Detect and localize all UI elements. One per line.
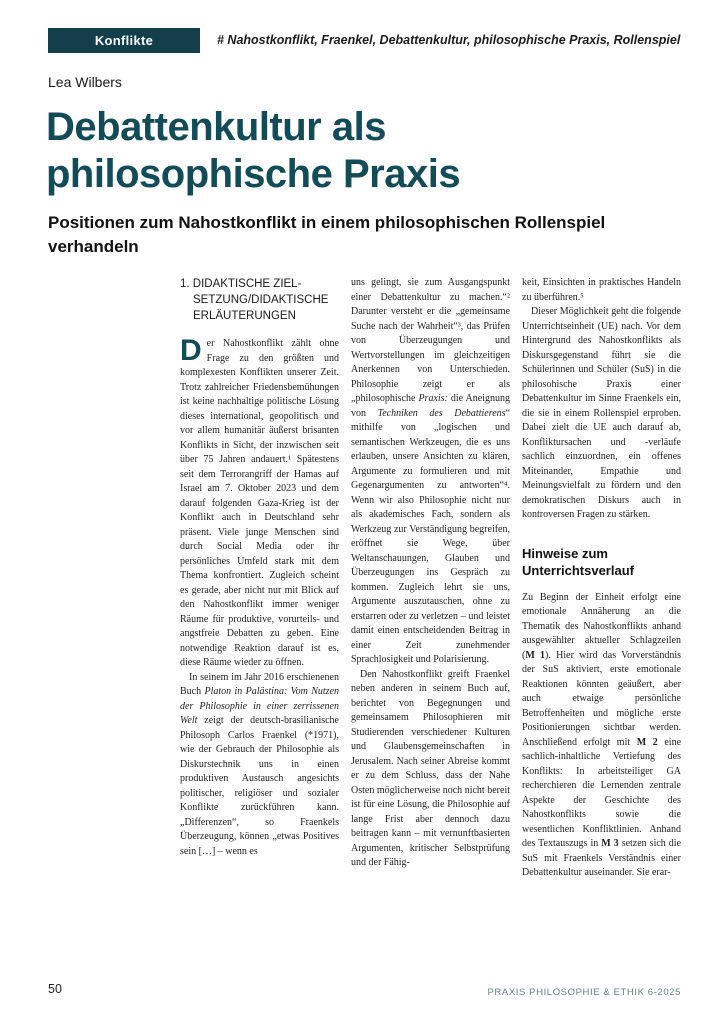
paragraph-intro xyxy=(180,334,339,671)
category-tag-label: Konflikte xyxy=(94,33,154,48)
section-heading-line3: ERLÄUTERUNGEN xyxy=(193,310,296,322)
author-name: Lea Wilbers xyxy=(48,74,122,90)
sub-heading-unterrichtsverlauf: Hinweise zum Unterrichtsverlauf xyxy=(522,545,634,578)
section-heading-line2: SETZUNG/DIDAKTISCHE xyxy=(193,294,329,306)
article-title-line2: philosophische Praxis xyxy=(46,152,461,196)
paragraph-nahostkonflikt-buch: Den Nahostkonflikt greift Fraenkel neben anderen in seinem Buch auf, berichtet von Begegnungen und gemeinsamem Philosophieren mit Studierenden verschiedener Kulturen und Glaubensgemeinschaften in Jerusalem. Nach seiner Abreise kommt er zu dem Schluss, dass der Nahe Osten möglicherweise noch nicht bereit ist für eine Lösung, die Philosophie auf lange Frist aber dennoch dazu beitragen kann – mit vernunftbasierten Argumenten, kritischer Selbstprüfung und der Fähig- xyxy=(351,668,510,868)
page-number: 50 xyxy=(48,982,62,996)
paragraph-unterrichtsverlauf: Zu Beginn der Einheit erfolgt eine emotionale Annäherung an die Thematik des Nahostkonflikts anhand ausgewählter aktueller Schlagzeilen (M 1). Hier wird das Vorverständnis der SuS aktiviert, erste emotionale Reaktionen könnten geäußert, aber auch etwaige persönliche Betroffenheiten und mögliche erste Positionierungen sichtbar werden. Anschließend erfolgt mit M 2 eine sachlich-inhaltliche Vertiefung des Konflikts: In arbeitsteiliger GA recherchieren die Lernenden zentrale Aspekte der Geschichte des Nahostkonflikts sowie die wesentlichen Konfliktlinien. Anhand des Textauszugs in M 3 setzen sich die SuS mit Fraenkels Verständnis einer Debattenkultur auseinander. Sie erar- xyxy=(522,591,681,878)
keyword-hashtags: # Nahostkonflikt, Fraenkel, Debattenkultur, philosophische Praxis, Rollenspiel xyxy=(217,33,681,47)
article-body xyxy=(180,276,681,970)
paragraph-faehigkeit: keit, Einsichten in praktisches Handeln zu überführen.⁵ xyxy=(522,277,681,303)
category-tag-badge xyxy=(48,28,200,53)
drop-cap: D xyxy=(180,334,202,367)
column-2 xyxy=(351,276,510,970)
column-3 xyxy=(522,276,681,970)
paragraph-unterrichtseinheit: Dieser Möglichkeit geht die folgende Unterrichtseinheit (UE) nach. Vor dem Hintergrund des Nahostkonflikts als Diskursgegenstand führt sie die Schülerinnen und Schüler (SuS) in die philosohische Praxis einer Debattenkultur im Sinne Fraenkels ein, die sie in einem Rollenspiel erproben. Dabei zielt die UE auch darauf ab, Konfliktursachen und -verläufe sachlich einzuordnen, ein offenes Miteinander, Empathie und Meinungsvielfalt zu fördern und den demokratischen Diskurs auch in kontroversen Fragen zu stärken. xyxy=(522,306,681,520)
article-subtitle: Positionen zum Nahostkonflikt in einem philosophischen Rollenspiel verhandeln xyxy=(48,213,606,256)
paragraph-intro-text: er Nahostkonflikt zählt ohne Frage zu den größten und komplexesten Konflikten unserer Zeit. Trotz zahlreicher Friedensbemühungen ist keine nachhaltige politische Lösung dieses international, geopolitisch und vor allem humanitär äußerst brisanten Konflikts in Sicht, der inzwischen seit über 75 Jahren andauert.¹ Spätestens seit dem Terrorangriff der Hamas auf Israel am 7. Oktober 2023 und dem darauf folgenden Gaza-Krieg ist der Konflikt auch in Deutschland sehr präsent. Viele junge Menschen sind durch Social Media oder ihr persönliches Umfeld stark mit dem Thema konfrontiert. Zugleich scheint es gerade, aber nicht nur mit Blick auf den Nahostkonflikt immer weniger Räume für produktive, vorurteils- und angstfreie Debatten zu geben. Eine notwendige Reaktion darauf ist es, diese Räume wieder zu öffnen. xyxy=(180,338,339,668)
section-heading-line1: 1. DIDAKTISCHE ZIEL- xyxy=(180,278,302,290)
article-title-line1: Debattenkultur als xyxy=(46,105,386,149)
column-1 xyxy=(180,276,339,970)
journal-name: PRAXIS PHILOSOPHIE & ETHIK 6-2025 xyxy=(487,987,681,998)
article-title xyxy=(46,104,460,198)
paragraph-fraenkel-book: In seinem im Jahr 2016 erschienenen Buch Platon in Palästina: Vom Nutzen der Philosophie in einer zerrissenen Welt zeigt der deutsch-brasilianische Philosoph Carlos Fraenkel (*1971), wie der Gebrauch der Philosophie als Diskurstechnik uns in einen produktiven Austausch angesichts politischer, religiöser und sozialer Konflikte zurückführen kann. „Differenzen“, so Fraenkels Überzeugung, können „etwas Positives sein […] – wenn es xyxy=(180,671,339,857)
section-heading-didaktik xyxy=(180,276,339,324)
paragraph-debattenkultur: uns gelingt, sie zum Ausgangspunkt einer Debattenkultur zu machen.“² Darunter versteht er die „gemeinsame Suche nach der Wahrheit“³, das Prüfen von Überzeugungen und Wertvorstellungen im gleichzeitigen Anerkennen von Unterschieden. Philosophie zeigt er als „philosophische Praxis: die Aneignung von Techniken des Debattierens“ mithilfe von „logischen und semantischen Werkzeugen, die es uns erlauben, unsere Ansichten zu klären, Argumente zu formulieren und mit Gegenargumenten zu antworten“⁴. Wenn wir also Philosophie nicht nur als akademisches Fach, sondern als Werkzeug zur Verständigung begreifen, eröffnet sie Wege, über Weltanschauungen, Glauben und Überzeugungen ins Gespräch zu kommen. Zugleich lehrt sie uns, Argumente auszutauschen, ohne zu erstarren oder zu verletzen – und leistet damit einen entscheidenden Beitrag in einer Zeit zunehmender Sprachlosigkeit und Polarisierung. xyxy=(351,277,510,665)
